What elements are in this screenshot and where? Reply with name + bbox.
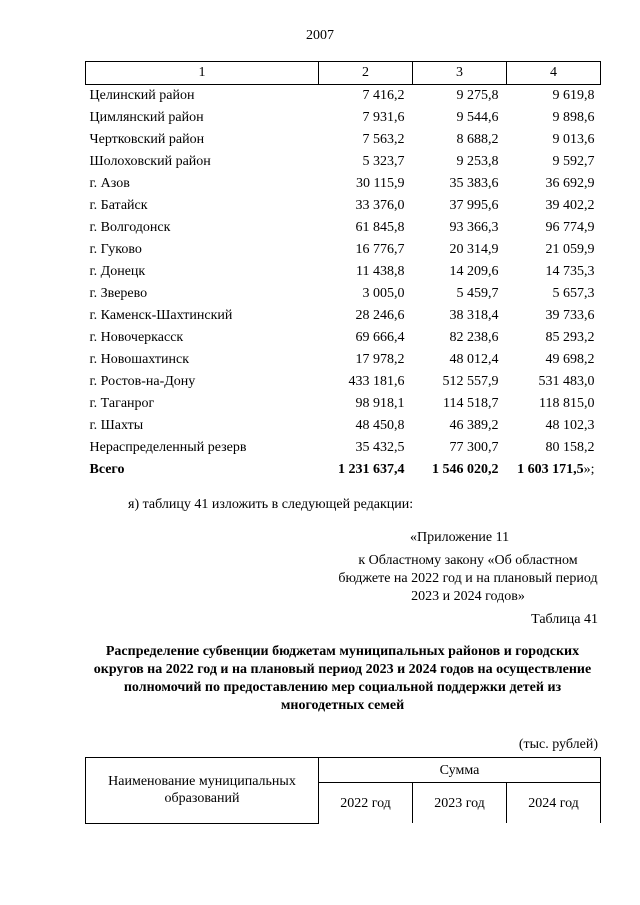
column-number-row <box>86 62 601 85</box>
value-2024: 85 293,2 <box>545 330 595 345</box>
municipality-column-header: Наименование муниципальных образований <box>86 758 319 824</box>
table-row <box>86 151 601 173</box>
year-2022-header: 2022 год <box>319 783 413 824</box>
value-2023: 8 688,2 <box>456 132 499 147</box>
value-2022: 30 115,9 <box>356 176 405 191</box>
value-2022: 48 450,8 <box>355 418 405 433</box>
value-2023: 5 459,7 <box>456 286 499 301</box>
value-2023: 37 995,6 <box>449 198 499 213</box>
year-2024-header: 2024 год <box>507 783 601 824</box>
value-2022: 7 416,2 <box>362 88 405 103</box>
value-2024: 49 698,2 <box>545 352 595 367</box>
value-2022: 433 181,6 <box>348 374 405 389</box>
municipality-name: г. Донецк <box>89 264 146 279</box>
total-2024-cell <box>507 459 601 481</box>
year-2023-header: 2023 год <box>413 783 507 824</box>
value-2024: 48 102,3 <box>545 418 595 433</box>
value-2024: 9 619,8 <box>552 88 595 103</box>
total-row <box>86 459 601 481</box>
municipality-name: Целинский район <box>89 88 195 103</box>
total-2024: 1 603 171,5 <box>517 462 584 477</box>
value-2024: 39 733,6 <box>545 308 595 323</box>
value-2023: 9 275,8 <box>456 88 499 103</box>
value-2022: 16 776,7 <box>355 242 405 257</box>
value-2023: 20 314,9 <box>449 242 499 257</box>
municipality-name: г. Шахты <box>89 418 144 433</box>
municipality-name: г. Ростов-на-Дону <box>89 374 196 389</box>
municipality-name: Нераспределенный резерв <box>89 440 247 455</box>
value-2022: 28 246,6 <box>355 308 405 323</box>
value-2024: 9 898,6 <box>552 110 595 125</box>
value-2022: 7 563,2 <box>362 132 405 147</box>
table-row <box>86 283 601 305</box>
municipality-name: г. Гуково <box>89 242 142 257</box>
table-row <box>86 173 601 195</box>
value-2023: 46 389,2 <box>449 418 499 433</box>
column-number-3: 3 <box>413 62 507 85</box>
municipality-name: Шолоховский район <box>89 154 211 169</box>
municipality-name: Чертковский район <box>89 132 205 147</box>
subsidy-table-continued <box>85 61 601 481</box>
value-2022: 69 666,4 <box>355 330 405 345</box>
value-2024: 39 402,2 <box>545 198 595 213</box>
value-2022: 11 438,8 <box>356 264 405 279</box>
table-row <box>86 327 601 349</box>
value-2023: 9 544,6 <box>456 110 499 125</box>
page-number: 2007 <box>306 28 334 43</box>
table-number: Таблица 41 <box>531 612 598 627</box>
amendment-item: я) таблицу 41 изложить в следующей редакции: <box>128 497 414 512</box>
value-2022: 5 323,7 <box>362 154 405 169</box>
table-row <box>86 85 601 108</box>
value-2023: 82 238,6 <box>449 330 499 345</box>
units-label: (тыс. рублей) <box>518 737 598 752</box>
value-2022: 35 432,5 <box>355 440 405 455</box>
value-2022: 3 005,0 <box>362 286 405 301</box>
value-2023: 512 557,9 <box>442 374 499 389</box>
municipality-name: г. Каменск-Шахтинский <box>89 308 233 323</box>
value-2023: 93 366,3 <box>449 220 499 235</box>
value-2024: 21 059,9 <box>545 242 595 257</box>
value-2023: 9 253,8 <box>456 154 499 169</box>
column-number-4: 4 <box>507 62 601 85</box>
column-number-2: 2 <box>319 62 413 85</box>
value-2023: 35 383,6 <box>449 176 499 191</box>
value-2023: 77 300,7 <box>449 440 499 455</box>
value-2023: 14 209,6 <box>449 264 499 279</box>
value-2024: 9 013,6 <box>552 132 595 147</box>
table-row <box>86 415 601 437</box>
subsidy-table-41 <box>85 757 601 824</box>
value-2022: 33 376,0 <box>355 198 405 213</box>
table-row <box>86 195 601 217</box>
table41-header-row-1 <box>86 758 601 783</box>
table-row <box>86 437 601 459</box>
table-row <box>86 349 601 371</box>
table-row <box>86 393 601 415</box>
column-number-1: 1 <box>86 62 319 85</box>
table-row <box>86 239 601 261</box>
value-2024: 36 692,9 <box>545 176 595 191</box>
table-heading: Распределение субвенции бюджетам муниципальных районов и городских округов на 2022 год и на плановый период 2023 и 2024 годов на осуществление полномочий по предоставлению мер социальной поддержки детей из многодетных семей <box>93 644 592 713</box>
total-2023: 1 546 020,2 <box>432 462 499 477</box>
table-row <box>86 217 601 239</box>
municipality-name: г. Таганрог <box>89 396 155 411</box>
value-2024: 531 483,0 <box>538 374 595 389</box>
value-2024: 9 592,7 <box>552 154 595 169</box>
value-2023: 38 318,4 <box>449 308 499 323</box>
value-2024: 5 657,3 <box>552 286 595 301</box>
sum-column-header: Сумма <box>319 758 601 783</box>
table-row <box>86 107 601 129</box>
value-2023: 48 012,4 <box>449 352 499 367</box>
value-2024: 118 815,0 <box>539 396 595 411</box>
municipality-name: г. Новошахтинск <box>89 352 190 367</box>
municipality-name: г. Волгодонск <box>89 220 171 235</box>
municipality-name: г. Батайск <box>89 198 148 213</box>
value-2023: 114 518,7 <box>443 396 499 411</box>
municipality-name: г. Зверево <box>89 286 148 301</box>
table-row <box>86 305 601 327</box>
value-2022: 17 978,2 <box>355 352 405 367</box>
quote-close: »; <box>583 462 595 477</box>
municipality-name: г. Новочеркасск <box>89 330 184 345</box>
value-2024: 14 735,3 <box>545 264 595 279</box>
value-2022: 7 931,6 <box>362 110 405 125</box>
municipality-name: г. Азов <box>89 176 130 191</box>
value-2022: 98 918,1 <box>355 396 405 411</box>
value-2022: 61 845,8 <box>355 220 405 235</box>
table-row <box>86 371 601 393</box>
appendix-title: «Приложение 11 <box>410 530 510 545</box>
table-row <box>86 129 601 151</box>
value-2024: 96 774,9 <box>545 220 595 235</box>
total-label: Всего <box>89 462 125 477</box>
table-row <box>86 261 601 283</box>
municipality-name: Цимлянский район <box>89 110 204 125</box>
value-2024: 80 158,2 <box>545 440 595 455</box>
total-2022: 1 231 637,4 <box>338 462 405 477</box>
law-reference: к Областному закону «Об областном бюджете на 2022 год и на плановый период 2023 и 2024 годов» <box>338 553 598 604</box>
